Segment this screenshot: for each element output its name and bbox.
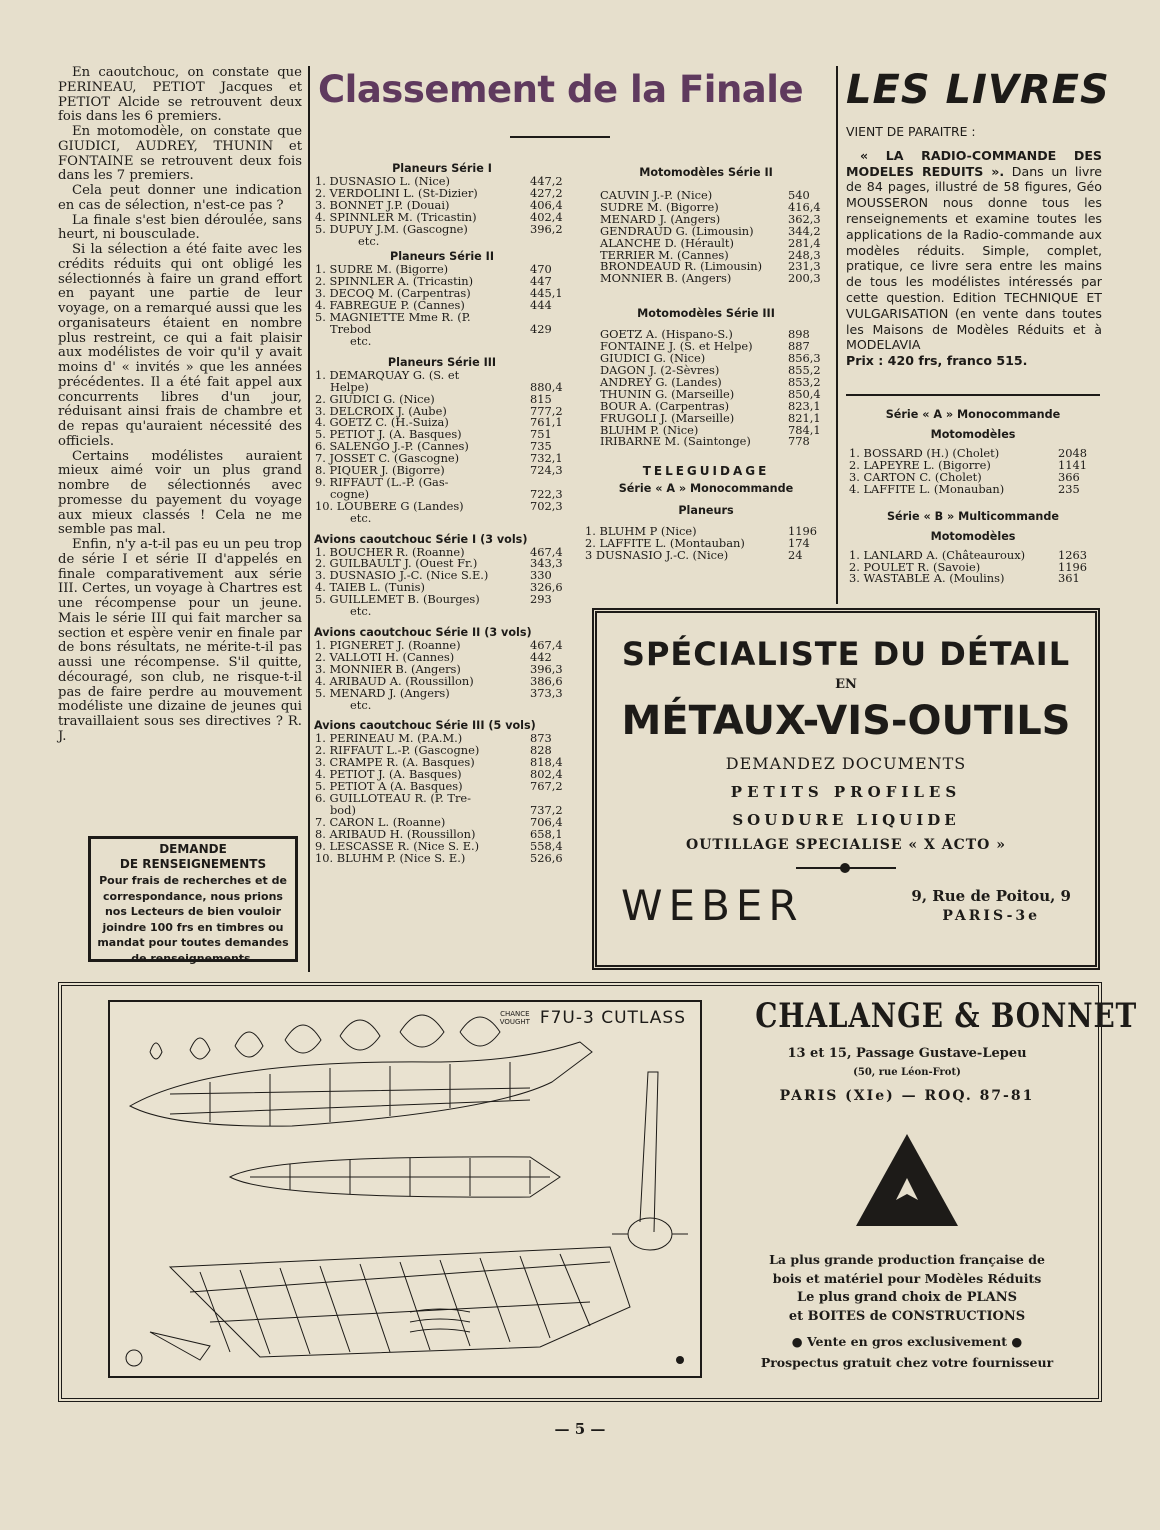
result-name: 4. SPINNLER M. (Tricastin) [315,209,477,224]
chalange-text [722,996,1138,1370]
section-heading: Avions caoutchouc Série III (5 vols) [314,719,536,733]
result-score: 880,4 [530,379,563,394]
result-name: FONTAINE J. (S. et Helpe) [600,339,753,354]
result-name: 4. GOETZ C. (H.-Suiza) [315,415,449,430]
section-heading: Avions caoutchouc Série I (3 vols) [314,532,528,546]
weber-advertisement [592,608,1100,970]
result-score: 366 [1058,469,1080,484]
result-name: 4. TAIEB L. (Tunis) [315,580,425,595]
result-name: 1. BOUCHER R. (Roanne) [315,544,465,559]
ad-line: et BOITES de CONSTRUCTIONS [788,1309,1026,1324]
result-score: 706,4 [530,814,563,829]
result-score: 281,4 [788,235,821,250]
paragraph: La finale s'est bien déroulée, sans heurt, ni bousculade. [58,212,302,243]
result-score: 429 [530,321,552,336]
ad-brand: WEBER [621,881,804,930]
section-subheading: Motomodèles [930,529,1016,543]
result-name: THUNIN G. (Marseille) [600,386,735,401]
ad-line: SOUDURE LIQUIDE [732,811,960,829]
result-name: 2. POULET R. (Savoie) [849,559,981,574]
ad-main-line: MÉTAUX-VIS-OUTILS [621,698,1071,744]
result-score: 470 [530,262,552,277]
results-list [314,176,570,236]
results-list [584,190,828,285]
result-name: 6. SALENGO J.-P. (Cannes) [315,439,469,454]
result-name: 2. GIUDICI G. (Nice) [315,391,435,406]
result-name: 10. BLUHM P. (Nice S. E.) [315,850,466,865]
result-name: 5. MAGNIETTE Mme R. (P. [315,310,471,325]
result-score: 1263 [1058,547,1087,562]
ad-address: 13 et 15, Passage Gustave-Lepeu [787,1046,1027,1061]
result-score: 231,3 [788,259,821,274]
result-score: 856,3 [788,351,821,366]
section-subheading: Série « A » Monocommande [618,482,794,496]
ad-line: ● Vente en gros exclusivement ● [791,1334,1023,1349]
result-score: 2048 [1058,446,1087,460]
column-rule [308,66,310,972]
result-name: 5. PETIOT A (A. Basques) [315,779,463,794]
result-score: 887 [788,339,810,354]
result-name: 2. VALLOTI H. (Cannes) [315,649,455,664]
result-name: 1. DEMARQUAY G. (S. et [315,367,460,382]
result-name: 8. ARIBAUD H. (Roussillon) [315,826,476,841]
results-list [584,526,828,562]
result-name: 3. DELCROIX J. (Aube) [315,403,447,418]
etc-label: etc. [350,604,372,619]
result-score: 427,2 [530,185,563,200]
result-name: 2. LAPEYRE L. (Bigorre) [849,457,991,472]
result-score: 658,1 [530,826,563,841]
ornament-rule [796,867,896,869]
result-score: 724,3 [530,463,563,478]
former-sections [150,1015,500,1059]
section-heading: Planeurs Série II [390,250,494,264]
result-name: 5. MENARD J. (Angers) [315,685,450,700]
page-number: — 5 — [554,1420,606,1438]
result-score: 761,1 [530,415,563,430]
paragraph: Cela peut donner une indication en cas de sélection, n'est-ce pas ? [58,183,302,213]
result-name: GENDRAUD G. (Limousin) [600,223,754,238]
result-name: 5. PETIOT J. (A. Basques) [315,427,462,442]
result-name: 1. DUSNASIO L. (Nice) [315,174,450,188]
paragraph: En motomodèle, on constate que GIUDICI, AUDREY, THUNIN et FONTAINE se retrouvent deux fois dans les 7 premiers. [58,124,302,184]
paragraph: Certains modélistes auraient mieux aimé voir un plus grand nombre de sélectionnés avec promesse du payement du voyage aux mieux classés ! Cela ne me semble pas mal. [58,448,302,538]
paragraph: Si la sélection a été faite avec les crédits réduits qui ont obligé les sélectionnés à faire un grand effort en payant une partie de leur voyage, on a remarqué aussi que les organisateurs étaient en nombre plus restreint, ce qui a fait plaisir aux modélistes de voir qu'il y avait moins d' « invités » que les années précédentes. Il a été fait appel aux concurrents libres d'un jour, réduisant ainsi frais de chambre et de repas qu'auraient nécessité des officiels. [58,242,302,449]
result-score: 702,3 [530,498,563,513]
result-name: 1. SUDRE M. (Bigorre) [315,262,449,277]
result-row [848,481,1098,496]
result-score: 735 [530,439,552,454]
book-title: « LA RADIO-COMMANDE DES MODELES REDUITS ». [846,147,1102,179]
plan-drawing [110,1002,700,1376]
paragraph: Enfin, n'y a-t-il pas eu un peu trop de série I et série II d'appelés en finale comparativement aux série III. Certes, un voyage à Chartres est une récompense pour un jeune. Mais le série III qui fait marcher sa section et espère venir en finale par de bons résultats, ne mérite-t-il pas aussi une récompense. S'il quitte, découragé, son club, ne risque-t-il pas de faire perdre au mouvement modéliste une dizaine de jeunes qui travaillaient sous ses directives ? R. J. [58,537,302,744]
result-name: 4. PETIOT J. (A. Basques) [315,767,462,782]
result-row [848,573,1098,585]
livres-body [846,148,1102,353]
result-name: 2. LAFFITE L. (Montauban) [585,536,745,551]
result-score: 898 [788,327,810,342]
result-name: 5. DUPUY J.M. (Gascogne) [315,221,468,236]
result-score: 821,1 [788,410,821,425]
result-name: 2. RIFFAUT L.-P. (Gascogne) [315,743,480,758]
result-score: 235 [1058,481,1080,496]
results-list [314,733,570,864]
result-score: 174 [788,536,810,551]
fuselage-side [130,1042,592,1126]
result-name: GIUDICI G. (Nice) [600,351,706,366]
result-score: 361 [1058,571,1080,586]
demande-subtitle: DE RENSEIGNEMENTS [119,857,267,871]
result-score: 802,4 [530,767,563,782]
plan-title: F7U-3 CUTLASS [539,1008,686,1028]
result-score: 823,1 [788,398,821,413]
classement-title-wrap [318,66,832,114]
result-name: 1. BLUHM P (Nice) [585,524,697,539]
ad-line: OUTILLAGE SPECIALISE « X ACTO » [686,837,1006,853]
demande-box [88,836,298,965]
result-score: 558,4 [530,838,563,853]
ad-line: Le plus grand choix de PLANS [796,1290,1018,1305]
result-score: 442 [530,649,552,664]
result-score: 402,4 [530,209,563,224]
results-list [314,264,570,335]
result-name: 9. LESCASSE R. (Nice S. E.) [315,838,480,853]
ad-line: bois et matériel pour Modèles Réduits [772,1271,1042,1286]
result-name: 3. CARTON C. (Cholet) [849,469,982,484]
result-row [584,273,828,285]
etc-label: etc. [358,233,380,248]
results-right-column [584,166,828,562]
ad-line: La plus grande production française de [769,1252,1045,1267]
result-name: 7. JOSSET C. (Gascogne) [315,451,460,466]
result-name: 8. PIQUER J. (Bigorre) [315,463,445,478]
fin-outline [640,1072,658,1232]
result-score: 396,2 [530,221,563,236]
result-score: 362,3 [788,211,821,226]
section-heading: Planeurs Série III [387,355,497,369]
book-description: Dans un livre de 84 pages, illustré de 58 figures, Géo MOUSSERON nous donne tous les renseignements et examine toutes les applications de la Radio-commande aux modèles réduits. Simple, complet, pratique, ce livre sera entre les mains de tous les modélistes intéressés par cette question. Edition TECHNIQUE ET VULGARISATION (en vente dans toutes les Maisons de Modèles Réduits et à MODELAVIA [846,163,1102,353]
result-score: 200,3 [788,271,821,286]
result-name: 9. RIFFAUT (L.-P. (Gas- [315,474,449,489]
result-name: 4. ARIBAUD A. (Roussillon) [315,673,474,688]
section-heading: TELEGUIDAGE [642,464,770,479]
result-name: cogne) [330,486,370,501]
result-name: Helpe) [330,379,369,394]
result-score: 386,6 [530,673,563,688]
result-score: 1196 [1058,559,1087,574]
result-score: 751 [530,427,552,442]
result-score: 24 [788,548,803,563]
result-name: 6. GUILLOTEAU R. (P. Tre- [315,790,472,805]
demande-title: DEMANDE [159,842,227,856]
ad-line: DEMANDEZ DOCUMENTS [725,754,967,773]
result-score: 855,2 [788,362,821,377]
result-name: CAUVIN J.-P. (Nice) [600,188,713,202]
result-row [314,221,570,236]
livres-kicker: VIENT DE PARAITRE : [846,124,976,139]
ad-wholesale: Vente en gros exclusivement [806,1334,1007,1349]
demande-body: Pour frais de recherches et de correspondance, nous prions nos Lecteurs de bien vouloir joindre 100 frs en timbres ou mandat pour toutes demandes de renseignements. [97,874,289,965]
result-name: 1. PERINEAU M. (P.A.M.) [315,731,463,746]
result-name: 3. DUSNASIO J.-C. (Nice S.E.) [315,568,489,583]
section-subheading: Motomodèles [930,428,1016,441]
results-list [848,547,1098,586]
result-score: 540 [788,188,810,202]
result-score: 467,4 [530,544,563,559]
plan-maker: CHANCE VOUGHT [499,1010,530,1026]
result-score: 818,4 [530,755,563,770]
result-score: 778 [788,434,810,449]
section-heading: Motomodèles Série II [639,166,773,179]
result-name: 3 DUSNASIO J.-C. (Nice) [585,548,729,563]
result-score: 373,3 [530,685,563,700]
result-name: MENARD J. (Angers) [600,211,721,226]
section-subheading: Planeurs [678,504,734,518]
result-score: 850,4 [788,386,821,401]
result-name: 2. GUILBAULT J. (Ouest Fr.) [315,556,478,571]
ad-line: PETITS PROFILES [730,783,962,801]
result-name: ANDREY G. (Landes) [600,374,722,389]
result-score: 1196 [788,524,817,539]
result-score: 873 [530,731,552,746]
section-heading: Série « A » Monocommande [885,408,1061,421]
result-score: 853,2 [788,374,821,389]
result-name: 3. BONNET J.P. (Douai) [315,197,450,212]
result-score: 737,2 [530,802,563,817]
results-list [848,448,1098,496]
result-name: GOETZ A. (Hispano-S.) [600,327,733,342]
result-score: 406,4 [530,197,563,212]
result-name: 3. MONNIER B. (Angers) [315,661,461,676]
result-name: BLUHM P. (Nice) [600,422,699,437]
result-name: 2. SPINNLER A. (Tricastin) [315,274,474,289]
ad-city: PARIS-3e [942,908,1041,924]
ad-line: Prospectus gratuit chez votre fournisseur [760,1355,1054,1370]
result-score: 444 [530,298,552,313]
result-name: DAGON J. (2-Sèvres) [600,362,720,377]
results-list [314,640,570,700]
result-score: 416,4 [788,199,821,214]
editorial-column [58,66,302,745]
ad-brand: CHALANGE & BONNET [755,996,1138,1036]
result-score: 447,2 [530,174,563,188]
ad-address-note: (50, rue Léon-Frot) [853,1067,961,1078]
result-name: 4. FABREGUE P. (Cannes) [315,298,465,313]
page-title: Classement de la Finale [318,68,804,111]
result-score: 526,6 [530,850,563,865]
result-name: 10. LOUBERE G (Landes) [315,498,464,513]
book-price: Prix : 420 frs, franco 515. [846,353,1028,369]
result-name: ALANCHE D. (Hérault) [600,235,734,250]
result-score: 343,3 [530,556,563,571]
ad-headline: SPÉCIALISTE DU DÉTAIL [621,635,1071,673]
result-name: 4. LAFFITE L. (Monauban) [849,481,1005,496]
result-name: 3. DECOQ M. (Carpentras) [315,286,471,301]
results-list [584,329,828,448]
result-name: 1. LANLARD A. (Châteauroux) [849,547,1026,562]
result-score: 732,1 [530,451,563,466]
paragraph: En caoutchouc, on constate que PERINEAU, PETIOT Jacques et PETIOT Alcide se retrouvent deux fois dans les 6 premiers. [58,65,302,125]
section-heading: Motomodèles Série III [637,307,775,321]
result-name: TERRIER M. (Cannes) [600,247,729,262]
result-score: 767,2 [530,779,563,794]
result-name: BRONDEAUD R. (Limousin) [600,259,763,274]
section-heading: Avions caoutchouc Série II (3 vols) [314,626,532,639]
result-name: 1. BOSSARD (H.) (Cholet) [849,446,1000,460]
result-name: bod) [330,802,356,817]
chalange-advertisement [58,982,1138,1402]
result-score: 445,1 [530,286,563,301]
triangle-logo-icon [852,1130,962,1230]
result-score: 777,2 [530,403,563,418]
result-name: FRUGOLI J. (Marseille) [600,410,735,425]
section-heading: Série « B » Multicommande [886,509,1059,523]
result-name: 5. GUILLEMET B. (Bourges) [315,592,480,607]
results-left-column [314,162,570,864]
result-score: 722,3 [530,486,563,501]
result-row [584,436,828,448]
result-score: 396,3 [530,661,563,676]
livres-column [846,66,1110,369]
ad-city-phone: PARIS (XIe) — ROQ. 87-81 [779,1088,1035,1104]
column-rule [836,66,838,604]
ad-connector: EN [835,677,857,692]
result-score: 828 [530,743,552,758]
results-list [314,367,570,513]
result-score: 326,6 [530,580,563,595]
result-score: 330 [530,568,552,583]
result-name: 3. WASTABLE A. (Moulins) [849,571,1005,586]
result-row [314,850,570,865]
result-score: 467,4 [530,638,563,652]
etc-label: etc. [350,510,372,525]
result-name: 2. VERDOLINI L. (St-Dizier) [315,185,478,200]
result-score: 815 [530,391,552,406]
section-heading: Planeurs Série I [392,162,492,175]
livres-title: LES LIVRES [846,67,1110,113]
result-score: 248,3 [788,247,821,262]
result-row [584,550,828,562]
result-name: 3. CRAMPE R. (A. Basques) [315,755,475,770]
aircraft-plan-image [108,1000,702,1378]
result-name: MONNIER B. (Angers) [600,271,732,286]
result-score: 344,2 [788,223,821,238]
section-rule [846,394,1100,396]
title-rule [510,136,610,138]
result-score: 293 [530,592,552,607]
etc-label: etc. [350,697,372,712]
result-name: 1. PIGNERET J. (Roanne) [315,638,461,652]
etc-label: etc. [350,333,372,348]
result-name: Trebod [330,321,372,336]
ad-address: 9, Rue de Poitou, 9 [911,887,1071,905]
result-name: SUDRE M. (Bigorre) [600,199,719,214]
result-score: 784,1 [788,422,821,437]
result-score: 1141 [1058,457,1087,472]
result-name: IRIBARNE M. (Saintonge) [600,434,751,449]
livres-results [848,408,1098,585]
result-score: 447 [530,274,552,289]
result-name: 7. CARON L. (Roanne) [315,814,446,829]
results-list [314,544,570,607]
result-name: BOUR A. (Carpentras) [600,398,730,413]
